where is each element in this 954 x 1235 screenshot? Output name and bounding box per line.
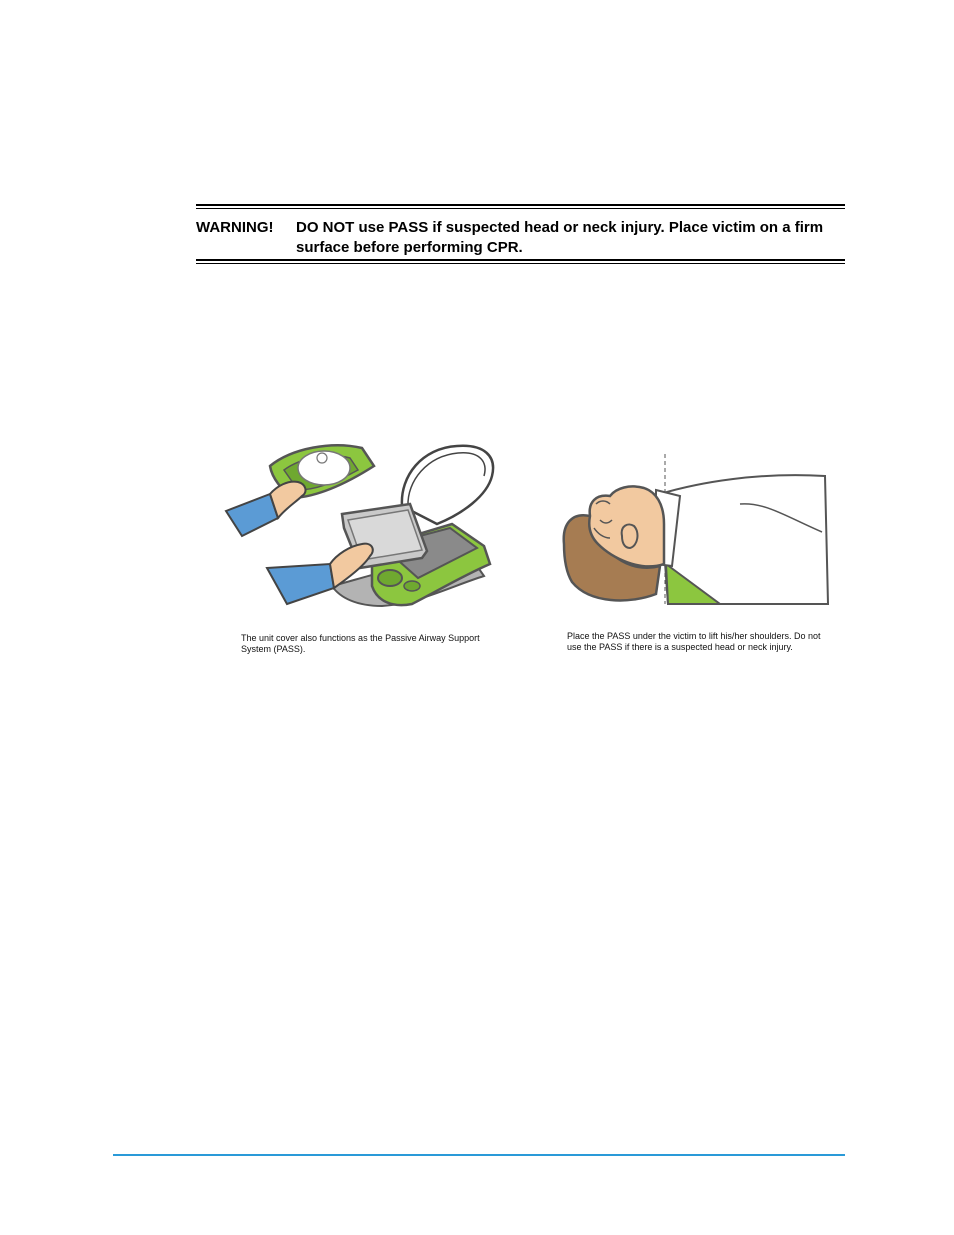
- warning-top-rule: [196, 204, 845, 209]
- footer-rule: [113, 1154, 845, 1156]
- unit-cover-illustration: [222, 436, 500, 608]
- unit-cover-caption: The unit cover also functions as the Passive Airway Support System (PASS).: [241, 633, 480, 654]
- warning-label: WARNING!: [196, 219, 274, 236]
- warning-box: [196, 204, 845, 266]
- pass-positioning-caption: Place the PASS under the victim to lift his/her shoulders. Do not use the PASS if there is a suspected head or neck injury.: [567, 631, 821, 652]
- warning-bottom-rule: [196, 259, 845, 264]
- warning-text: DO NOT use PASS if suspected head or neck injury. Place victim on a firm surface before performing CPR.: [296, 219, 824, 256]
- pass-positioning-illustration: [560, 454, 830, 610]
